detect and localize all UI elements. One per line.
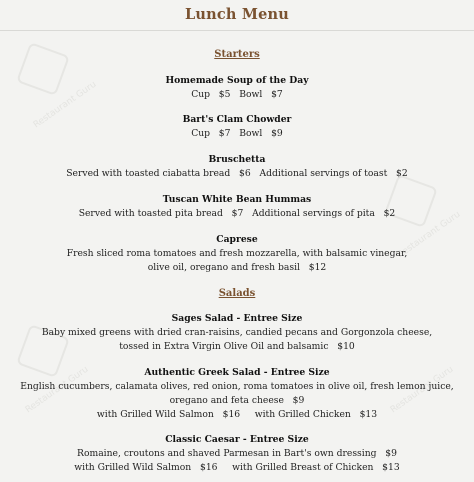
title-divider xyxy=(0,30,474,31)
page-title: Lunch Menu xyxy=(184,6,290,23)
menu-item-description: Fresh sliced roma tomatoes and fresh mozzarella, with balsamic vinegar, xyxy=(66,248,408,259)
menu-item-description: Cup $7 Bowl $9 xyxy=(191,128,283,139)
menu-item-description: olive oil, oregano and fresh basil $12 xyxy=(147,262,327,273)
menu-item-description: with Grilled Wild Salmon $16 with Grilled Breast of Chicken $13 xyxy=(74,462,400,473)
watermark-text: Restaurant Guru xyxy=(23,364,91,416)
watermark-text: Restaurant Guru xyxy=(395,209,463,261)
menu-item-name: Bruschetta xyxy=(208,154,266,165)
menu-item-description: English cucumbers, calamata olives, red onion, roma tomatoes in olive oil, fresh lemon juice, xyxy=(20,381,454,392)
watermark-text: Restaurant Guru xyxy=(31,79,99,131)
menu-item-description: tossed in Extra Virgin Olive Oil and balsamic $10 xyxy=(119,341,355,352)
menu-item-name: Tuscan White Bean Hummas xyxy=(162,194,312,205)
menu-item-name: Authentic Greek Salad - Entree Size xyxy=(144,367,330,378)
watermark-text: Restaurant Guru xyxy=(388,364,456,416)
menu-item-name: Homemade Soup of the Day xyxy=(165,75,309,86)
menu-item-description: Romaine, croutons and shaved Parmesan in Bart's own dressing $9 xyxy=(77,448,397,459)
section-heading-salads: Salads xyxy=(218,288,256,299)
menu-item-description: with Grilled Wild Salmon $16 with Grilled Chicken $13 xyxy=(96,409,378,420)
menu-item-name: Classic Caesar - Entree Size xyxy=(165,434,309,445)
menu-item-name: Sages Salad - Entree Size xyxy=(171,313,303,324)
menu-item-name: Caprese xyxy=(216,234,258,245)
menu-item-name: Bart's Clam Chowder xyxy=(182,114,292,125)
menu-item-description: Cup $5 Bowl $7 xyxy=(191,89,283,100)
menu-item-description: Baby mixed greens with dried cran-raisins, candied pecans and Gorgonzola cheese, xyxy=(41,327,433,338)
menu-item-description: Served with toasted ciabatta bread $6 Additional servings of toast $2 xyxy=(66,168,408,179)
menu-item-description: oregano and feta cheese $9 xyxy=(169,395,305,406)
menu-item-description: Served with toasted pita bread $7 Additional servings of pita $2 xyxy=(78,208,396,219)
section-heading-starters: Starters xyxy=(214,49,260,60)
